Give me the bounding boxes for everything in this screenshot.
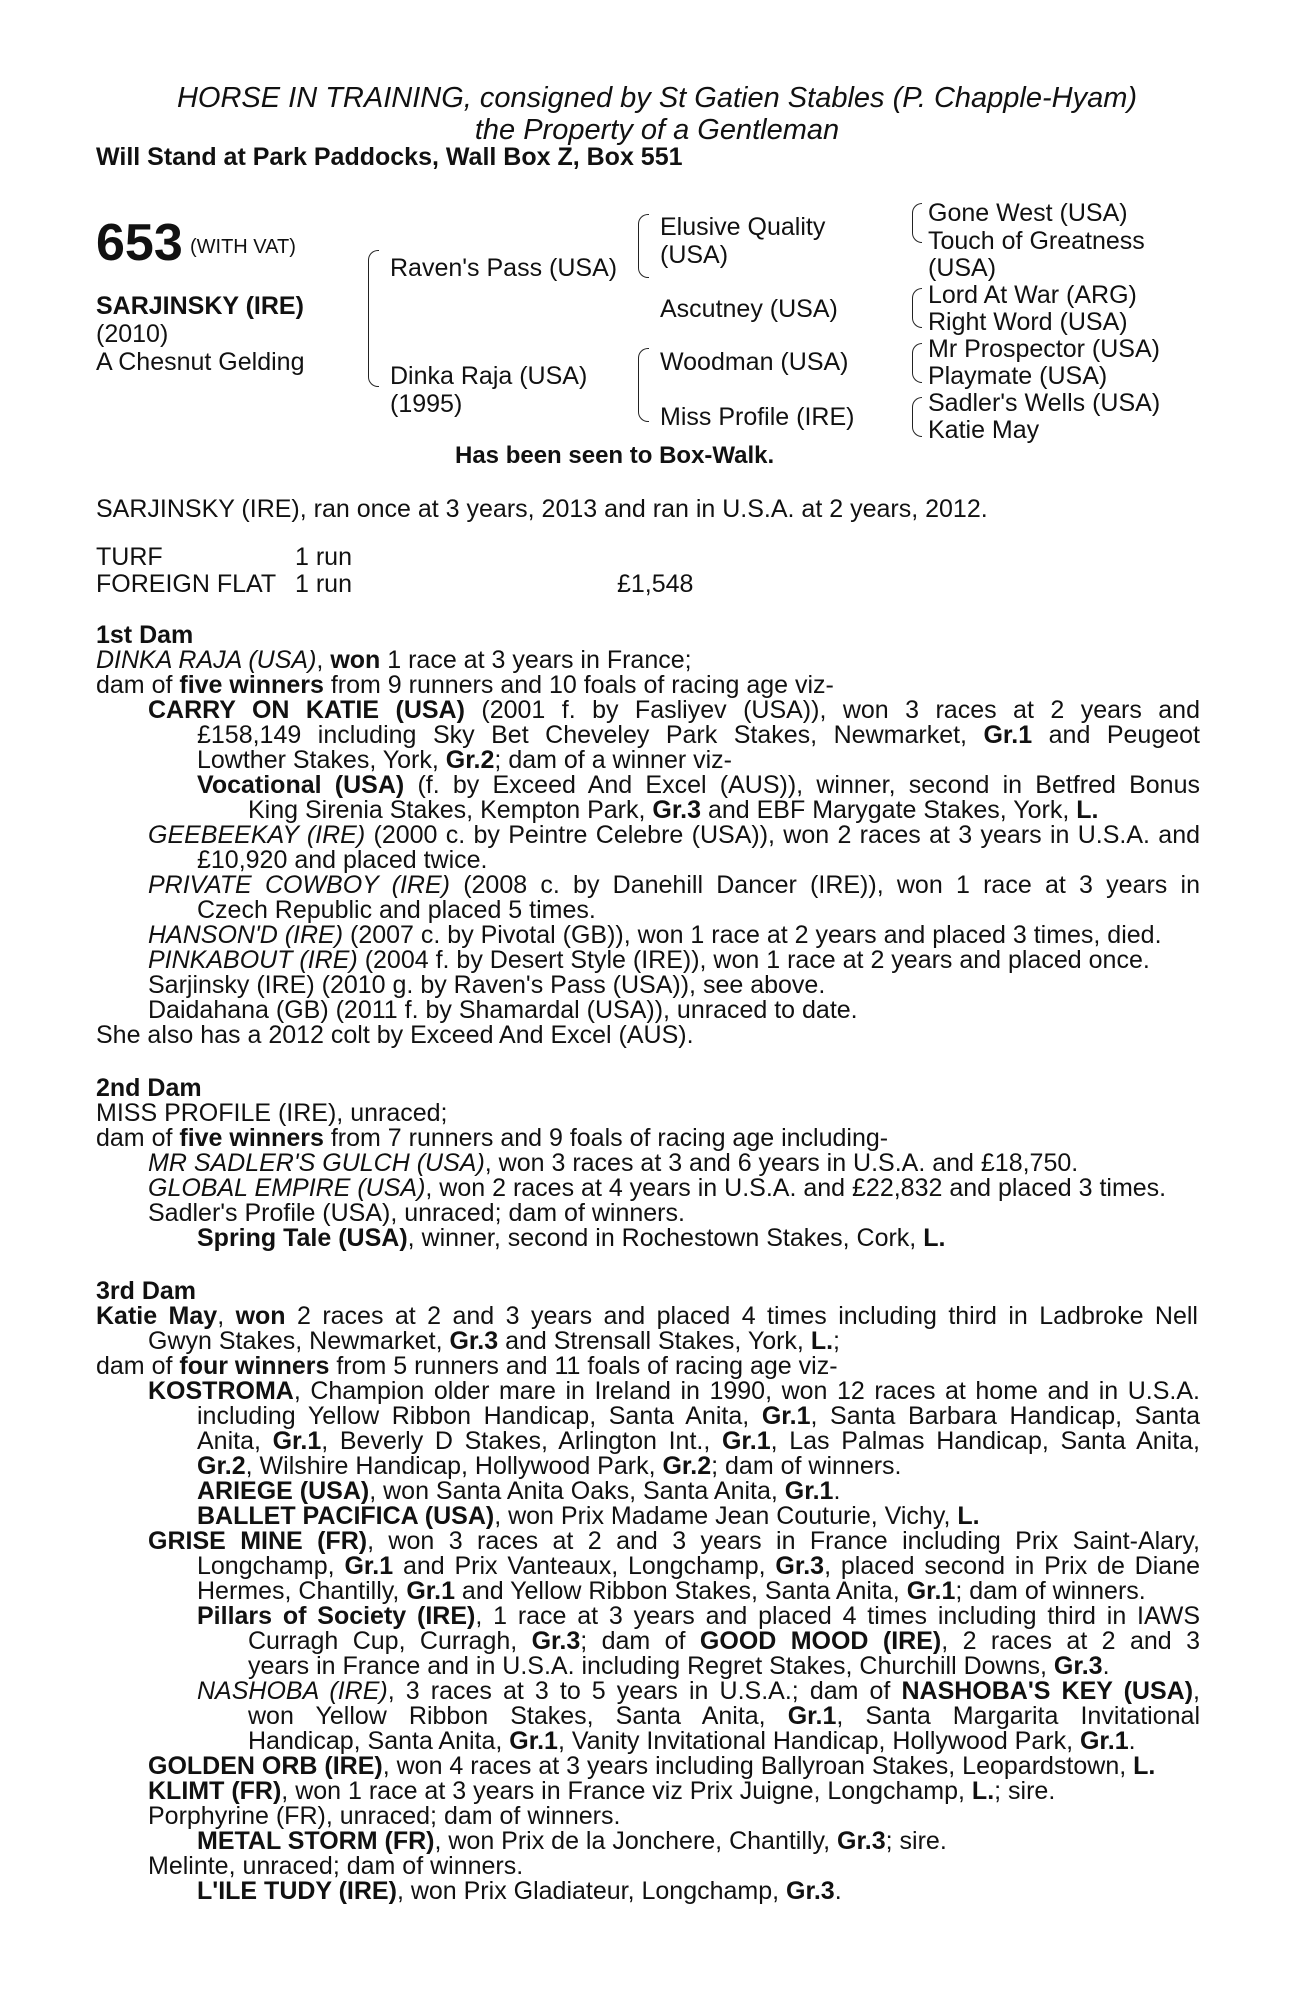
text-run: , 3 races at 3 to 5 years in U.S.A.; dam of <box>387 1677 902 1705</box>
text-run: (f. by Exceed And Excel (AUS)), winner, second in Betfred Bonus <box>404 771 1200 799</box>
produce-lile-tudy <box>197 1877 842 1906</box>
box-walk-note: Has been seen to Box-Walk. <box>455 442 775 469</box>
pedigree-brace-g7 <box>912 397 922 437</box>
pedigree-g2-country: (USA) <box>928 254 997 282</box>
produce-daidahana: Daidahana (GB) (2011 f. by Shamardal (USA)), unraced to date. <box>148 996 858 1024</box>
text-run: , 1 race at 3 years and placed 4 times including third in IAWS <box>475 1602 1200 1630</box>
pedigree-brace-sire <box>638 214 649 278</box>
text-run: NASHOBA'S KEY (USA) <box>901 1677 1194 1705</box>
text-run: dam of <box>96 671 180 699</box>
text-run: . <box>833 1477 841 1505</box>
text-run: Gr.1 <box>1079 1727 1129 1755</box>
first-dam-heading: 1st Dam <box>96 621 194 649</box>
text-run: , <box>1193 1677 1200 1705</box>
text-run: Gr.1 <box>509 1727 558 1755</box>
text-run: five winners <box>179 671 324 699</box>
produce-sarjinsky: Sarjinsky (IRE) (2010 g. by Raven's Pass (USA)), see above. <box>148 971 826 999</box>
text-run: GEEBEEKAY (IRE) <box>148 821 366 849</box>
text-run: , won Santa Anita Oaks, Santa Anita, <box>369 1477 785 1505</box>
text-run: L. <box>923 1224 946 1252</box>
produce-porphyrine: Porphyrine (FR), unraced; dam of winners. <box>148 1802 621 1830</box>
text-run: from 5 runners and 11 foals of racing age viz- <box>329 1352 838 1380</box>
text-run: Gr.1 <box>761 1402 811 1430</box>
text-run: . <box>1128 1727 1136 1755</box>
record-turf-label: TURF <box>96 543 163 571</box>
text-run: from 7 runners and 9 foals of racing age including- <box>323 1124 889 1152</box>
lot-number: 653 <box>96 214 183 272</box>
catalogue-header-consignor: HORSE IN TRAINING, consigned by St Gatien Stables (P. Chapple-Hyam) <box>176 82 1138 114</box>
text-run: and EBF Marygate Stakes, York, <box>701 796 1077 824</box>
pedigree-brace-dam <box>638 348 649 422</box>
text-run: , won 4 races at 3 years including Ballyroan Stakes, Leopardstown, <box>382 1752 1134 1780</box>
pedigree-dam: Dinka Raja (USA) <box>390 362 588 390</box>
text-run: dam of <box>96 1124 180 1152</box>
text-run: four winners <box>179 1352 330 1380</box>
text-run: (2001 f. by Fasliyev (USA)), won 3 races at 2 years and <box>464 696 1200 724</box>
text-run: Lowther Stakes, York, <box>197 746 446 774</box>
text-run: Gr.3 <box>786 1877 835 1905</box>
text-run: , Wilshire Handicap, Hollywood Park, <box>245 1452 663 1480</box>
horse-year: (2010) <box>96 320 169 348</box>
text-run: DINKA RAJA (USA) <box>96 646 317 674</box>
pedigree-brace-g1 <box>912 203 922 243</box>
text-run: ; dam of <box>580 1627 700 1655</box>
text-run: five winners <box>179 1124 324 1152</box>
pedigree-dam-year: (1995) <box>390 390 463 418</box>
text-run: KLIMT (FR) <box>148 1777 282 1805</box>
text-run: Gwyn Stakes, Newmarket, <box>148 1327 450 1355</box>
text-run: Gr.1 <box>272 1427 322 1455</box>
text-run: 1 race at 3 years in France; <box>380 646 692 674</box>
text-run: , <box>217 1302 236 1330</box>
produce-2012-colt: She also has a 2012 colt by Exceed And Excel (AUS). <box>96 1021 694 1049</box>
text-run: (2004 f. by Desert Style (IRE)), won 1 race at 2 years and placed once. <box>357 946 1150 974</box>
text-run: (2008 c. by Danehill Dancer (IRE)), won 1 race at 3 years in <box>449 871 1200 899</box>
pedigree-sire-sire-country: (USA) <box>660 241 729 269</box>
text-run: , won Prix Gladiateur, Longchamp, <box>396 1877 787 1905</box>
pedigree-brace-main <box>368 250 379 387</box>
text-run: Gr.1 <box>983 721 1033 749</box>
text-run: won <box>330 646 381 674</box>
text-run: L. <box>971 1777 995 1805</box>
pedigree-sire-sire: Elusive Quality <box>660 213 826 241</box>
text-run: , 2 races at 2 and 3 <box>941 1627 1200 1655</box>
text-run: L. <box>810 1327 834 1355</box>
text-run: ; sire. <box>885 1827 947 1855</box>
text-run: Katie May <box>96 1302 218 1330</box>
second-dam-line: MISS PROFILE (IRE), unraced; <box>96 1099 448 1127</box>
produce-melinte: Melinte, unraced; dam of winners. <box>148 1852 524 1880</box>
text-run: £158,149 including Sky Bet Cheveley Park Stakes, Newmarket, <box>197 721 984 749</box>
text-run: Hermes, Chantilly, <box>197 1577 407 1605</box>
text-run: and Peugeot <box>1032 721 1200 749</box>
text-run: (2000 c. by Peintre Celebre (USA)), won 2 races at 3 years in U.S.A. and <box>365 821 1200 849</box>
text-run: CARRY ON KATIE (USA) <box>148 696 465 724</box>
text-run: GOOD MOOD (IRE) <box>699 1627 942 1655</box>
text-run: , Champion older mare in Ireland in 1990, won 12 races at home and in U.S.A. <box>293 1377 1200 1405</box>
text-run: Gr.3 <box>775 1552 825 1580</box>
text-run: Gr.1 <box>906 1577 956 1605</box>
text-run: BALLET PACIFICA (USA) <box>197 1502 495 1530</box>
race-summary: SARJINSKY (IRE), ran once at 3 years, 2013 and ran in U.S.A. at 2 years, 2012. <box>96 495 988 523</box>
text-run: dam of <box>96 1352 180 1380</box>
text-run: Vocational (USA) <box>197 771 405 799</box>
text-run: , won 1 race at 3 years in France viz Prix Juigne, Longchamp, <box>281 1777 972 1805</box>
text-run: Gr.3 <box>652 796 702 824</box>
text-run: METAL STORM (FR) <box>197 1827 435 1855</box>
text-run: and Strensall Stakes, York, <box>498 1327 811 1355</box>
text-run: Longchamp, <box>197 1552 345 1580</box>
text-run: Gr.1 <box>787 1702 837 1730</box>
text-run: . <box>834 1877 842 1905</box>
pedigree-g2: Touch of Greatness <box>928 227 1145 255</box>
text-run: (2007 c. by Pivotal (GB)), won 1 race at 2 years and placed 3 times, died. <box>343 921 1162 949</box>
text-run: Anita, <box>197 1427 273 1455</box>
text-run: Gr.2 <box>197 1452 246 1480</box>
pedigree-g5: Mr Prospector (USA) <box>928 335 1160 363</box>
text-run: Spring Tale (USA) <box>197 1224 408 1252</box>
third-dam-heading: 3rd Dam <box>96 1277 197 1305</box>
text-run: , Vanity Invitational Handicap, Hollywood Park, <box>557 1727 1080 1755</box>
text-run: and Prix Vanteaux, Longchamp, <box>393 1552 776 1580</box>
text-run: ; sire. <box>994 1777 1056 1805</box>
record-foreign-runs: 1 run <box>295 570 352 598</box>
pedigree-dam-dam: Miss Profile (IRE) <box>660 403 855 431</box>
text-run: L. <box>1133 1752 1156 1780</box>
produce-spring-tale <box>197 1224 945 1253</box>
text-run: years in France and in U.S.A. including Regret Stakes, Churchill Downs, <box>248 1652 1054 1680</box>
text-run: ; dam of winners. <box>711 1452 902 1480</box>
text-run: NASHOBA (IRE) <box>197 1677 388 1705</box>
text-run: Gr.1 <box>406 1577 455 1605</box>
pedigree-g4: Right Word (USA) <box>928 308 1128 336</box>
pedigree-brace-g5 <box>912 343 922 383</box>
text-run: ARIEGE (USA) <box>197 1477 370 1505</box>
text-run: , Santa Barbara Handicap, Santa <box>810 1402 1200 1430</box>
text-run: , won Prix Madame Jean Couturie, Vichy, <box>494 1502 958 1530</box>
text-run: , Beverly D Stakes, Arlington Int., <box>321 1427 722 1455</box>
text-run: won <box>235 1302 286 1330</box>
text-run: Gr.3 <box>449 1327 499 1355</box>
text-run: , won 2 races at 4 years in U.S.A. and £22,832 and placed 3 times. <box>425 1174 1167 1202</box>
pedigree-g6: Playmate (USA) <box>928 362 1108 390</box>
text-run: , won 3 races at 2 and 3 years in France including Prix Saint-Alary, <box>367 1527 1200 1555</box>
text-run: including Yellow Ribbon Handicap, Santa Anita, <box>197 1402 762 1430</box>
text-run: and Yellow Ribbon Stakes, Santa Anita, <box>454 1577 907 1605</box>
produce-sadlers-profile: Sadler's Profile (USA), unraced; dam of winners. <box>148 1199 685 1227</box>
text-run: Gr.1 <box>784 1477 834 1505</box>
horse-name: SARJINSKY (IRE) <box>96 292 304 320</box>
text-run: , Santa Margarita Invitational <box>836 1702 1200 1730</box>
text-run: won Yellow Ribbon Stakes, Santa Anita, <box>248 1702 788 1730</box>
text-run: PRIVATE COWBOY (IRE) <box>148 871 450 899</box>
text-run: Gr.1 <box>344 1552 394 1580</box>
text-run: , won Prix de la Jonchere, Chantilly, <box>434 1827 837 1855</box>
text-run: Gr.1 <box>721 1427 771 1455</box>
text-run: Curragh Cup, Curragh, <box>248 1627 532 1655</box>
text-run: L'ILE TUDY (IRE) <box>197 1877 397 1905</box>
catalogue-header-property: the Property of a Gentleman <box>474 114 840 146</box>
text-run: MR SADLER'S GULCH (USA) <box>148 1149 485 1177</box>
text-run: Gr.2 <box>445 746 495 774</box>
text-run: Pillars of Society (IRE) <box>197 1602 476 1630</box>
text-run: from 9 runners and 10 foals of racing age viz- <box>323 671 834 699</box>
pedigree-sire: Raven's Pass (USA) <box>390 254 618 282</box>
pedigree-g1: Gone West (USA) <box>928 199 1128 227</box>
record-foreign-label: FOREIGN FLAT <box>96 570 277 598</box>
text-run: . <box>1102 1652 1110 1680</box>
text-run: ; dam of a winner viz- <box>494 746 733 774</box>
text-run: Gr.3 <box>1053 1652 1103 1680</box>
text-run: KOSTROMA <box>148 1377 294 1405</box>
text-run: , winner, second in Rochestown Stakes, Cork, <box>407 1224 924 1252</box>
text-run: HANSON'D (IRE) <box>148 921 344 949</box>
text-run: L. <box>1076 796 1099 824</box>
record-turf-runs: 1 run <box>295 543 352 571</box>
catalogue-header-location: Will Stand at Park Paddocks, Wall Box Z, Box 551 <box>96 143 683 171</box>
pedigree-g3: Lord At War (ARG) <box>928 281 1137 309</box>
produce-private-cowboy-2: Czech Republic and placed 5 times. <box>197 896 596 924</box>
pedigree-g7: Sadler's Wells (USA) <box>928 389 1161 417</box>
text-run: ; dam of winners. <box>955 1577 1146 1605</box>
record-foreign-earnings: £1,548 <box>617 570 694 598</box>
text-run: Gr.2 <box>662 1452 712 1480</box>
lot-vat: (WITH VAT) <box>190 236 296 258</box>
text-run: ; <box>833 1327 840 1355</box>
text-run: GRISE MINE (FR) <box>148 1527 368 1555</box>
second-dam-heading: 2nd Dam <box>96 1074 202 1102</box>
horse-description: A Chesnut Gelding <box>96 348 305 376</box>
text-run: L. <box>957 1502 980 1530</box>
text-run: GOLDEN ORB (IRE) <box>148 1752 383 1780</box>
pedigree-dam-sire: Woodman (USA) <box>660 348 849 376</box>
produce-geebeekay-2: £10,920 and placed twice. <box>197 846 488 874</box>
text-run: Gr.3 <box>837 1827 886 1855</box>
text-run: , placed second in Prix de Diane <box>824 1552 1201 1580</box>
text-run: , <box>316 646 331 674</box>
pedigree-g8: Katie May <box>928 416 1040 444</box>
pedigree-brace-g3 <box>912 288 922 328</box>
text-run: , won 3 races at 3 and 6 years in U.S.A. and £18,750. <box>484 1149 1079 1177</box>
text-run: Handicap, Santa Anita, <box>248 1727 510 1755</box>
text-run: , Las Palmas Handicap, Santa Anita, <box>770 1427 1200 1455</box>
text-run: PINKABOUT (IRE) <box>148 946 358 974</box>
text-run: King Sirenia Stakes, Kempton Park, <box>248 796 653 824</box>
pedigree-sire-dam: Ascutney (USA) <box>660 295 838 323</box>
text-run: 2 races at 2 and 3 years and placed 4 times including third in Ladbroke Nell <box>285 1302 1198 1330</box>
text-run: GLOBAL EMPIRE (USA) <box>148 1174 426 1202</box>
text-run: Gr.3 <box>531 1627 581 1655</box>
